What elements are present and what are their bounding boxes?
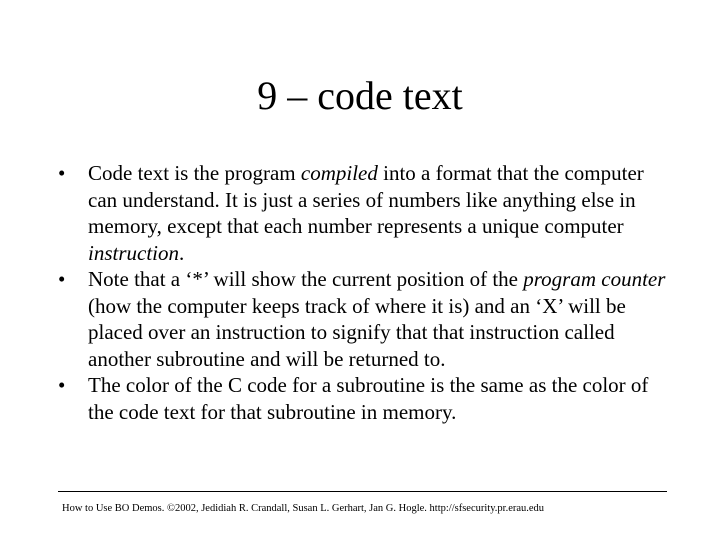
slide-title: 9 – code text — [257, 73, 463, 118]
bullet-list — [58, 160, 678, 425]
bullet-text: The color of the C code for a subroutine is the same as the color of the code text for that subroutine in memory. — [88, 373, 649, 424]
bullet-text: . — [179, 240, 185, 265]
bullet-icon: • — [58, 267, 66, 291]
footer-credits: How to Use BO Demos. ©2002, Jedidiah R. Crandall, Susan L. Gerhart, Jan G. Hogle. http://sfsecurity.pr.erau.edu — [62, 503, 545, 514]
bullet-item — [58, 266, 678, 372]
bullet-text: Code text is the program — [88, 161, 301, 185]
emphasis-instruction: instruction — [88, 240, 180, 265]
bullet-text: (how the computer keeps track of where it is) and an ‘X’ will be placed over an instruction to signify that that instruction called another subroutine and will be returned to. — [88, 293, 626, 371]
bullet-item — [58, 372, 678, 425]
emphasis-program-counter: program counter — [523, 267, 666, 291]
bullet-text: Note that a ‘*’ will show the current position of the — [88, 267, 524, 291]
emphasis-compiled: compiled — [300, 161, 378, 185]
bullet-icon: • — [58, 373, 66, 397]
bullet-item — [58, 160, 678, 266]
bullet-text: into a format that the computer can understand. It is just a series of numbers like anything else in memory, except that each number represents a unique computer — [88, 161, 644, 238]
bullet-icon: • — [58, 161, 66, 185]
footer-divider — [58, 491, 667, 492]
